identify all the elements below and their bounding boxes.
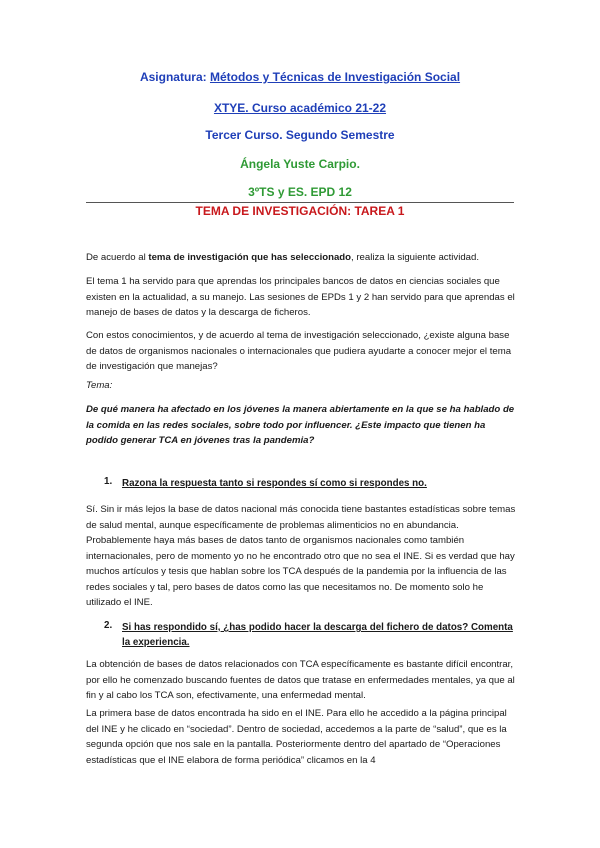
question-1-number: 1.: [104, 476, 113, 487]
answer-1-paragraph: Sí. Sin ir más lejos la base de datos nacional más conocida tiene bastantes estadísticas sobre temas de salud mental, aunque específicamente de problemas alimenticios no en abundancia. Probablemente haya más bases de datos tanto de organismos nacionales como también internacionales, pero de momento yo no he encontrado otro que no sea el INE. Si es verdad que hay muchos artículos y tesis que hablan sobre los TCA después de la pandemia por la influencia de las redes sociales y tal, pero bases de datos como las que necesitamos no. De momento solo he utilizado el INE.: [86, 504, 516, 608]
subject-name: Métodos y Técnicas de Investigación Social: [209, 70, 461, 84]
intro-paragraph-2: El tema 1 ha servido para que aprendas los principales bancos de datos en ciencias sociales que existen en la actualidad, a su manejo. Las sesiones de EPDs 1 y 2 han servido para que aprendas el manejo de bases de datos y la descarga de ficheros.: [86, 276, 515, 318]
answer-2-paragraph-1: La obtención de bases de datos relacionados con TCA específicamente es bastante difícil encontrar, por ello he comenzado buscando fuentes de datos que tratase en enfermedades mentales, ya que al fin y al cabo los TCA son, efectivamente, una enfermedad mental.: [86, 659, 515, 701]
intro-text-after: , realiza la siguiente actividad.: [351, 252, 480, 263]
question-1-text: Razona la respuesta tanto si respondes sí como si respondes no.: [122, 478, 427, 489]
class-line: 3ºTS y ES. EPD 12: [248, 185, 352, 199]
question-2-text: Si has respondido sí, ¿has podido hacer la descarga del fichero de datos? Comenta la experiencia.: [122, 622, 513, 648]
author-name: Ángela Yuste Carpio.: [240, 157, 360, 171]
tema-text: De qué manera ha afectado en los jóvenes la manera abiertamente en la que se ha hablado de la comida en las redes sociales, sobre todo por influencer. ¿Este impacto que tienen ha podido generar TCA en jóvenes tras la pandemia?: [86, 404, 515, 446]
question-2-number: 2.: [104, 620, 113, 631]
task-title: TEMA DE INVESTIGACIÓN: TAREA 1: [195, 204, 405, 218]
header-rule: [86, 202, 514, 203]
group-line: XTYE. Curso académico 21-22: [213, 101, 387, 115]
intro-text-bold: tema de investigación que has seleccionado: [148, 252, 352, 263]
subject-line: [0, 70, 600, 84]
intro-text-before: De acuerdo al: [86, 252, 149, 263]
intro-paragraph-1: [86, 250, 516, 266]
tema-label: Tema:: [86, 380, 113, 391]
answer-2-paragraph-2: La primera base de datos encontrada ha sido en el INE. Para ello he accedido a la página principal del INE y he clicado en “sociedad”. Dentro de sociedad, accedemos a la parte de “salud”, que es la segunda opción que nos sale en la pantalla. Posteriormente dentro del apartado de “Operaciones estadísticas que el INE elabora de forma periódica” clicamos en la 4: [86, 708, 507, 766]
course-line: Tercer Curso. Segundo Semestre: [205, 128, 395, 142]
intro-paragraph-3: Con estos conocimientos, y de acuerdo al tema de investigación seleccionado, ¿existe alguna base de datos de organismos nacionales o internacionales que pudiera ayudarte a conocer mejor el tema de investigación que manejas?: [86, 330, 512, 372]
subject-label: Asignatura:: [139, 70, 207, 84]
